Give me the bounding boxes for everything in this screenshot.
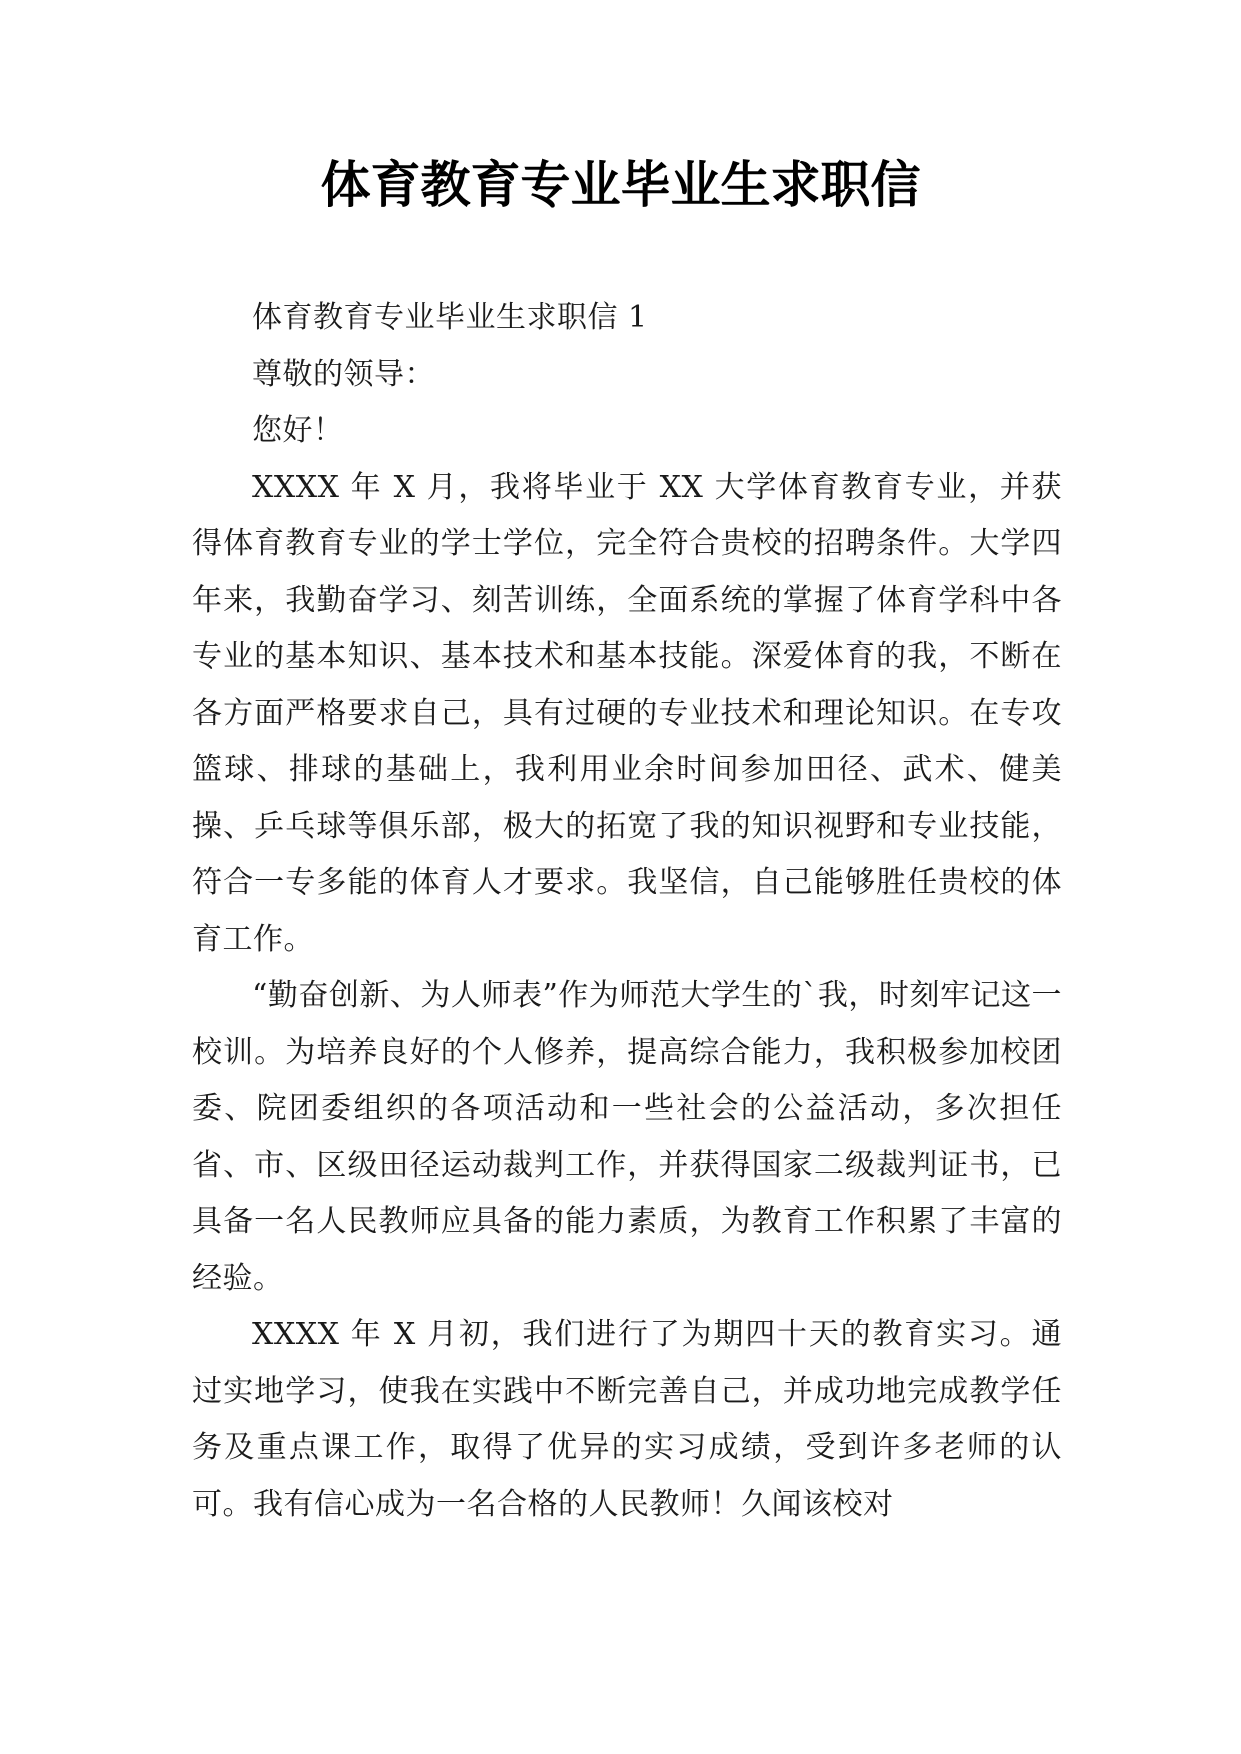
letter-heading: 体育教育专业毕业生求职信 1: [252, 300, 648, 335]
document-body: [192, 290, 1062, 1533]
salutation: 尊敬的领导：: [252, 356, 435, 392]
document-title: 体育教育专业毕业生求职信: [320, 156, 921, 214]
paragraph-activities: “勤奋创新、为人师表”作为师范大学生的`我，时刻牢记这一校训。为培养良好的个人修养，提高综合能力，我积极参加校团委、院团委组织的各项活动和一些社会的公益活动，多次担任省、市、区级田径运动裁判工作，并获得国家二级裁判证书，已具备一名人民教师应具备的能力素质，为教育工作积累了丰富的经验。: [192, 978, 1062, 1296]
paragraph-internship: XXXX 年 X 月初，我们进行了为期四十天的教育实习。通过实地学习，使我在实践中不断完善自己，并成功地完成教学任务及重点课工作，取得了优异的实习成绩，受到许多老师的认可。我有信心成为一名合格的人民教师！久闻该校对: [192, 1317, 1062, 1522]
paragraph-education: XXXX 年 X 月，我将毕业于 XX 大学体育教育专业，并获得体育教育专业的学士学位，完全符合贵校的招聘条件。大学四年来，我勤奋学习、刻苦训练，全面系统的掌握了体育学科中各专业的基本知识、基本技术和基本技能。深爱体育的我，不断在各方面严格要求自己，具有过硬的专业技术和理论知识。在专攻篮球、排球的基础上，我利用业余时间参加田径、武术、健美操、乒乓球等俱乐部，极大的拓宽了我的知识视野和专业技能，符合一专多能的体育人才要求。我坚信，自己能够胜任贵校的体育工作。: [192, 469, 1062, 957]
greeting: 您好！: [252, 413, 344, 448]
